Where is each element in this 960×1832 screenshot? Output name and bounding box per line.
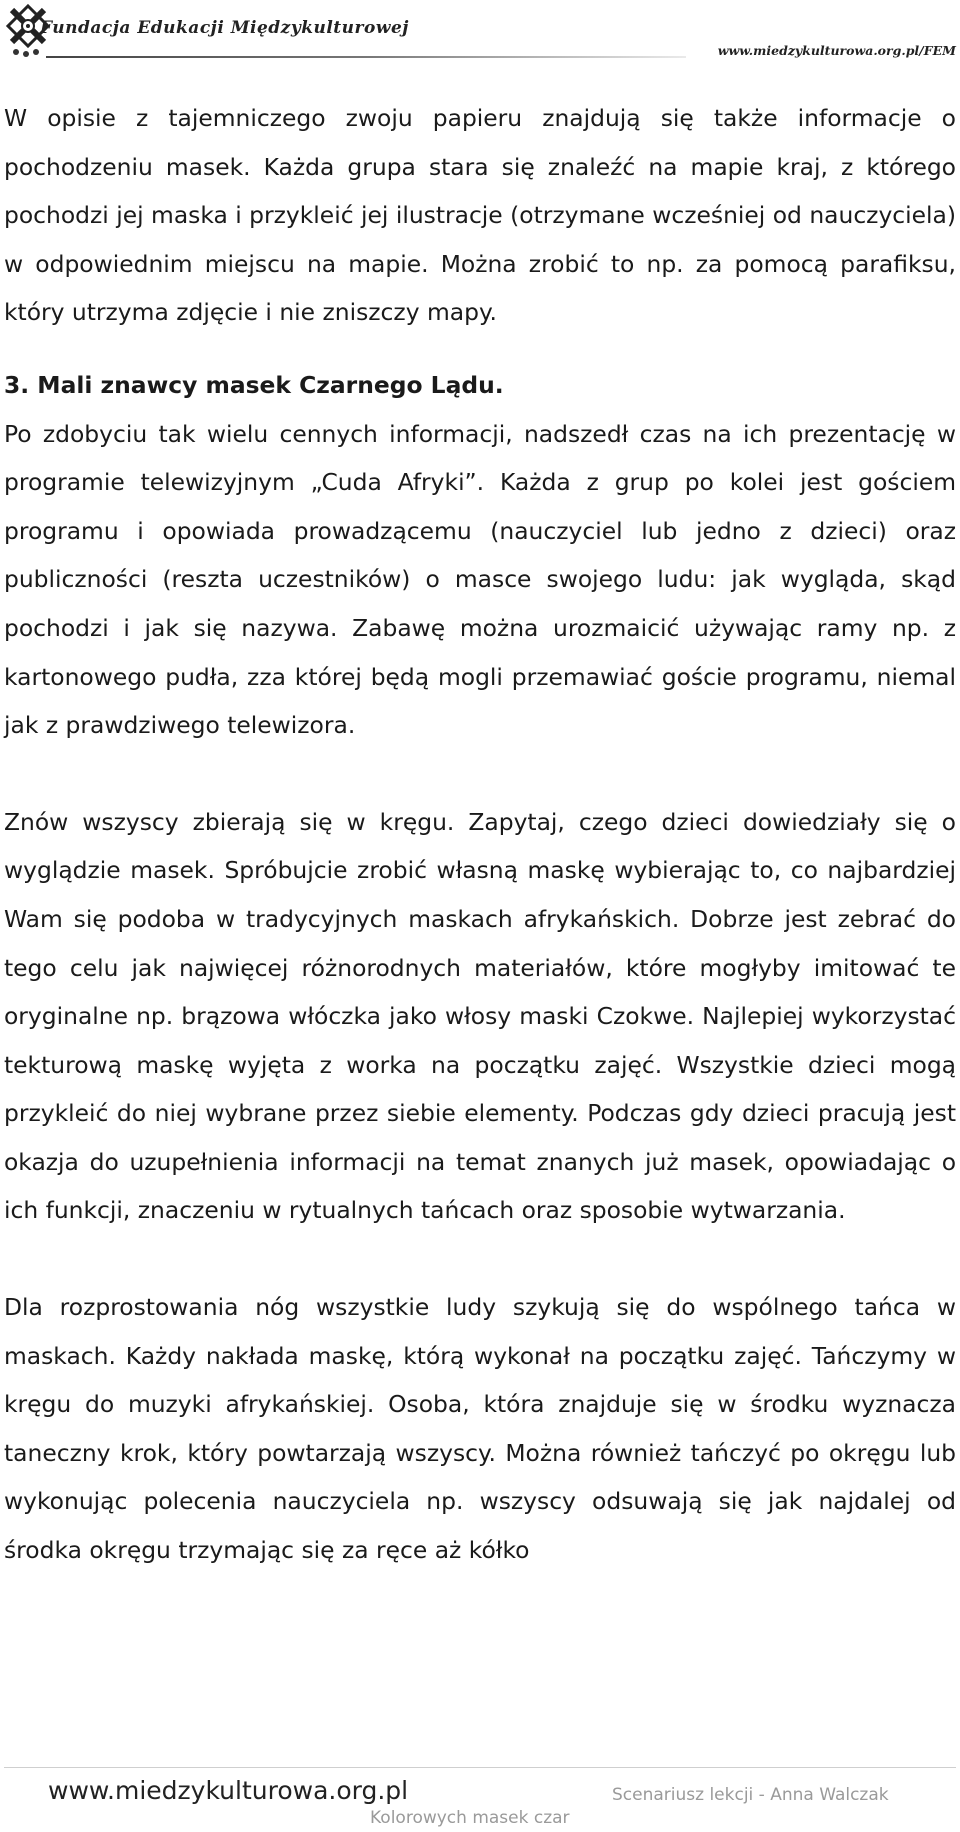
organization-name: Fundacja Edukacji Międzykulturowej [40,18,409,38]
footer-url-link[interactable]: www.miedzykulturowa.org.pl [48,1776,409,1805]
paragraph-tv-presentation: Po zdobyciu tak wielu cennych informacji, nadszedł czas na ich prezentację w programie telewizyjnym „Cuda Afryki”. Każda z grup po kolei jest gościem programu i opowiada prowadzącemu (nauczyciel lub jedno z dzieci) oraz publiczności (reszta uczestników) o masce swojego ludu: jak wygląda, skąd pochodzi i jak się nazywa. Zabawę można urozmaicić używając ramy np. z kartonowego pudła, zza której będą mogli przemawiać goście programu, niemal jak z prawdziwego telewizora. [4,419,956,740]
footer-divider [4,1767,956,1768]
page-header [0,0,960,64]
footer-lesson-title: Kolorowych masek czar [370,1808,570,1828]
paragraph-mask-dance: Dla rozprostowania nóg wszystkie ludy szykują się do wspólnego tańca w maskach. Każdy nakłada maskę, którą wykonał na początku zajęć. Tańczymy w kręgu do muzyki afrykańskiej. Osoba, która znajduje się w środku wyznacza taneczny krok, który powtarzają wszyscy. Można również tańczyć po okręgu lub wykonując polecenia nauczyciela np. wszyscy odsuwają się jak najdalej od środka okręgu trzymając się za ręce aż kółko [4,1293,956,1565]
header-divider [46,56,686,58]
paragraph-map-origins: W opisie z tajemniczego zwoju papieru znajdują się także informacje o pochodzeniu masek. Każda grupa stara się znaleźć na mapie kraj, z którego pochodzi jej maska i przykleić jej ilustracje (otrzymane wcześniej od nauczyciela) w odpowiednim miejscu na mapie. Można zrobić to np. za pomocą parafiksu, który utrzyma zdjęcie i nie zniszczy mapy. [4,104,957,327]
footer-author: Scenariusz lekcji - Anna Walczak [612,1785,889,1805]
header-url-link[interactable]: www.miedzykulturowa.org.pl/FEM [717,43,956,58]
section-heading: 3. Mali znawcy masek Czarnego Lądu. [4,370,504,399]
document-body [4,94,956,1575]
paragraph-mask-making: Znów wszyscy zbierają się w kręgu. Zapytaj, czego dzieci dowiedziały się o wyglądzie masek. Spróbujcie zrobić własną maskę wybierając to, co najbardziej Wam się podoba w tradycyjnych maskach afrykańskich. Dobrze jest zebrać do tego celu jak najwięcej różnorodnych materiałów, które mogłyby imitować te oryginalne np. brązowa włóczka jako włosy maski Czokwe. Najlepiej wykorzystać tekturową maskę wyjęta z worka na początku zajęć. Wszystkie dzieci mogą przykleić do niej wybrane przez siebie elementy. Podczas gdy dzieci pracują jest okazja do uzupełnienia informacji na temat znanych już masek, opowiadając o ich funkcji, znaczeniu w rytualnych tańcach oraz sposobie wytwarzania. [4,807,956,1225]
